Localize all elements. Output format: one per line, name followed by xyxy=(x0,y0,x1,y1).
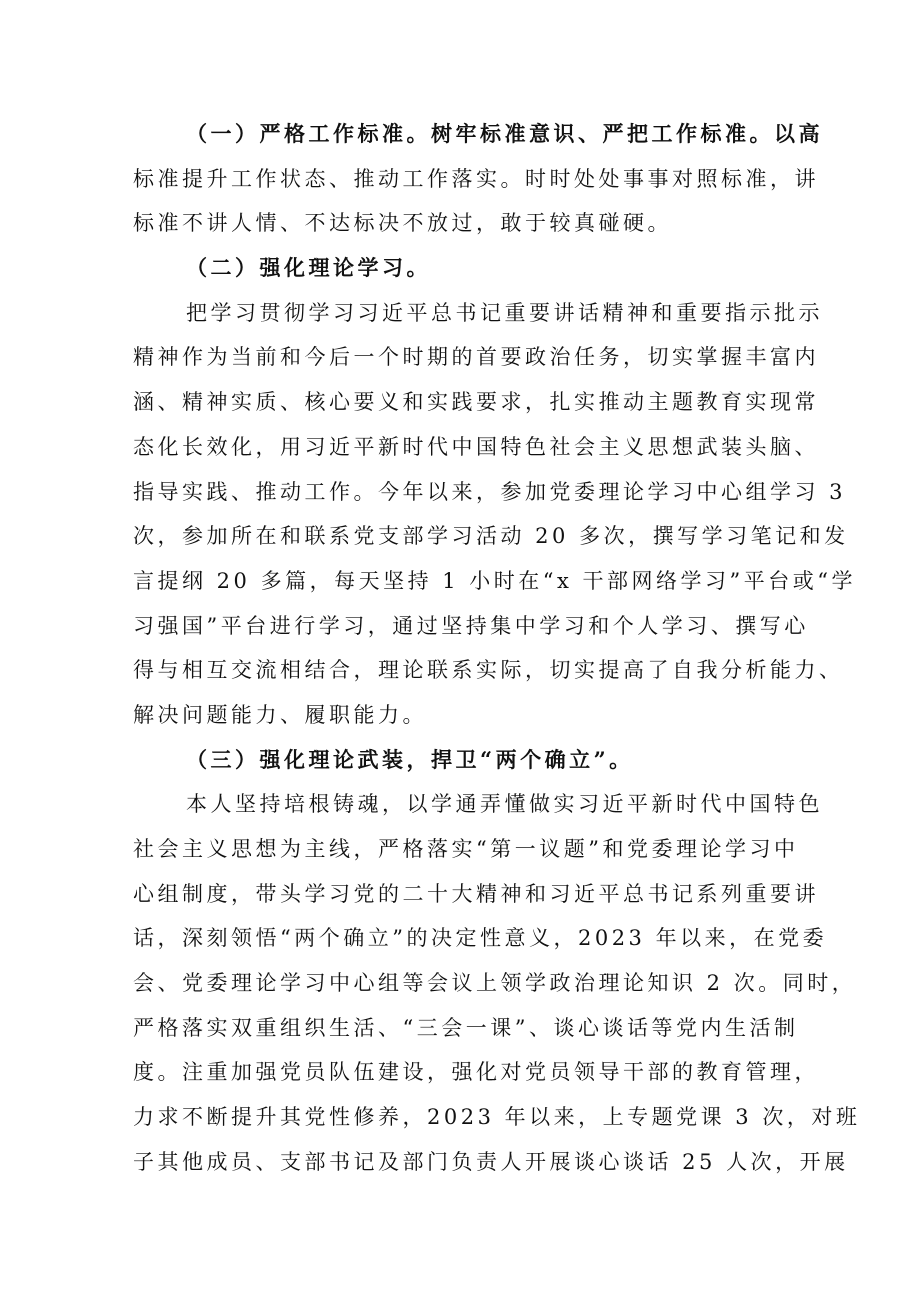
paragraph-line: 得与相互交流相结合，理论联系实际，切实提高了自我分析能力、 xyxy=(133,658,844,683)
paragraph-line: 标准提升工作状态、推动工作落实。时时处处事事对照标准，讲 xyxy=(133,166,819,191)
paragraph-line: 次，参加所在和联系党支部学习活动 20 多次，撰写学习笔记和发 xyxy=(133,524,849,549)
paragraph-line: 指导实践、推动工作。今年以来，参加党委理论学习中心组学习 3 xyxy=(133,479,847,504)
paragraph-line: 严格落实双重组织生活、“三会一课”、谈心谈话等党内生活制 xyxy=(133,1015,799,1040)
section-heading-1: （一）严格工作标准。树牢标准意识、严把工作标准。以高 xyxy=(186,121,823,146)
paragraph-line: 态化长效化，用习近平新时代中国特色社会主义思想武装头脑、 xyxy=(133,434,819,459)
paragraph-line: 度。注重加强党员队伍建设，强化对党员领导干部的教育管理， xyxy=(133,1060,819,1085)
paragraph-line: 言提纲 20 多篇，每天坚持 1 小时在“x 干部网络学习”平台或“学 xyxy=(133,568,857,593)
section-heading-2: （二）强化理论学习。 xyxy=(186,255,431,281)
paragraph-line: 精神作为当前和今后一个时期的首要政治任务，切实掌握丰富内 xyxy=(133,345,819,370)
paragraph-line: 子其他成员、支部书记及部门负责人开展谈心谈话 25 人次，开展 xyxy=(133,1149,849,1174)
document-body xyxy=(133,112,861,1185)
paragraph-line: 把学习贯彻学习习近平总书记重要讲话精神和重要指示批示 xyxy=(186,300,823,325)
paragraph-line: 心组制度，带头学习党的二十大精神和习近平总书记系列重要讲 xyxy=(133,881,819,906)
paragraph-line: 会、党委理论学习中心组等会议上领学政治理论知识 2 次。同时， xyxy=(133,971,857,996)
paragraph-line: 标准不讲人情、不达标决不放过，敢于较真碰硬。 xyxy=(133,211,672,236)
paragraph-line: 话，深刻领悟“两个确立”的决定性意义，2023 年以来，在党委 xyxy=(133,926,828,951)
paragraph-line: 解决问题能力、履职能力。 xyxy=(133,702,427,727)
paragraph-line: 涵、精神实质、核心要义和实践要求，扎实推动主题教育实现常 xyxy=(133,390,819,415)
paragraph-line: 习强国”平台进行学习，通过坚持集中学习和个人学习、撰写心 xyxy=(133,613,809,638)
section-heading-3: （三）强化理论武装，捍卫“两个确立”。 xyxy=(186,746,634,772)
paragraph-line: 力求不断提升其党性修养，2023 年以来，上专题党课 3 次，对班 xyxy=(133,1105,861,1130)
paragraph-line: 本人坚持培根铸魂，以学通弄懂做实习近平新时代中国特色 xyxy=(186,792,823,817)
paragraph-line: 社会主义思想为主线，严格落实“第一议题”和党委理论学习中 xyxy=(133,837,799,861)
